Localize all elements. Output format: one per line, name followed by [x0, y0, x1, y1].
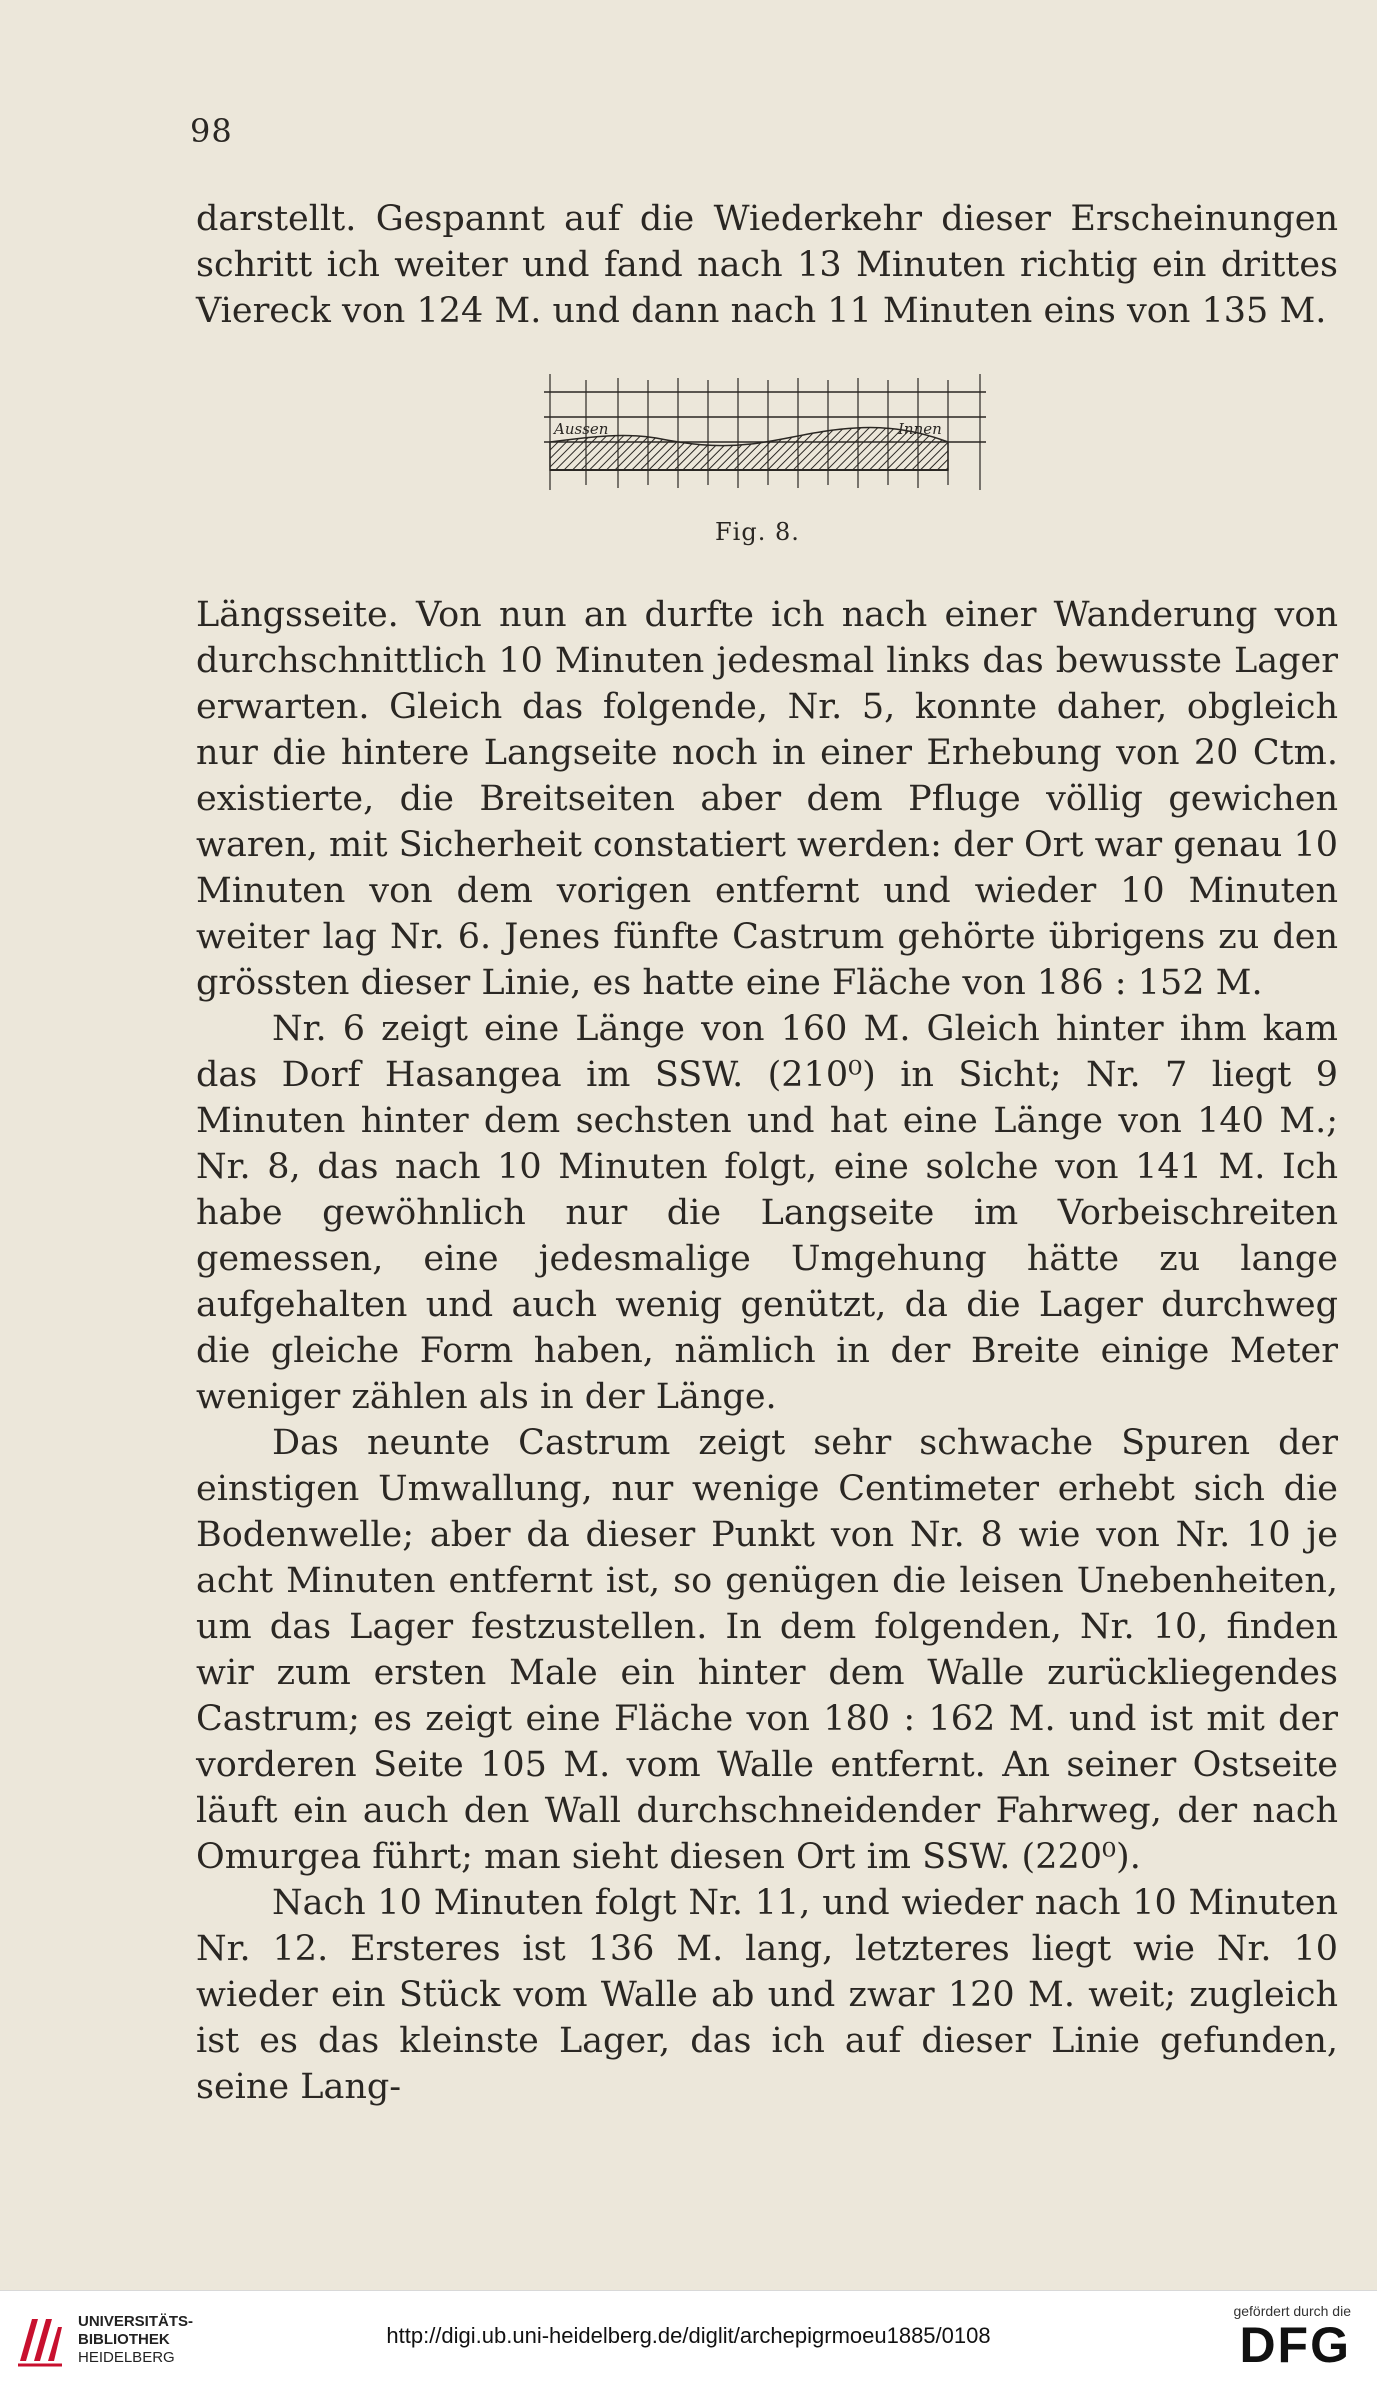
- paragraph: Längsseite. Von nun an durfte ich nach einer Wanderung von durchschnittlich 10 Minuten jedesmal links das bewusste Lager erwarten. Gleich das folgende, Nr. 5, konnte daher, obgleich nur die hintere Langseite noch in einer Erhebung von 20 Ctm. existierte, die Breitseiten aber dem Pfluge völlig gewichen waren, mit Sicherheit constatiert werden: der Ort war genau 10 Minuten von dem vorigen entfernt und wieder 10 Minuten weiter lag Nr. 6. Jenes fünfte Castrum gehörte übrigens zu den grössten dieser Linie, es hatte eine Fläche von 186 : 152 M.: [196, 595, 1339, 1003]
- paragraph: Nach 10 Minuten folgt Nr. 11, und wieder nach 10 Minuten Nr. 12. Ersteres ist 136 M. lang, letzteres liegt wie Nr. 10 wieder ein Stück vom Walle ab und zwar 120 M. weit; zugleich ist es das kleinste Lager, das ich auf dieser Linie gefunden, seine Lang-: [196, 1883, 1338, 2107]
- figure-label-outer: Aussen: [554, 420, 609, 438]
- text-block-top: [196, 196, 1338, 334]
- figure-label-inner: Innen: [898, 420, 942, 438]
- institution-line: BIBLIOTHEK: [78, 2331, 170, 2348]
- earth-profile: [550, 428, 948, 470]
- sponsor-text: gefördert durch die: [1233, 2303, 1351, 2319]
- page-number: 98: [190, 112, 233, 150]
- institution-line: HEIDELBERG: [78, 2349, 175, 2366]
- footer-bar: [0, 2290, 1377, 2386]
- figure-caption: Fig. 8.: [715, 518, 800, 546]
- wall-cross-section-figure: [536, 370, 996, 500]
- sponsor-block: [1211, 2303, 1351, 2371]
- permalink-container: [0, 2323, 1377, 2349]
- paragraph: darstellt. Gespannt auf die Wiederkehr dieser Erscheinungen schritt ich weiter und fand nach 13 Minuten richtig ein drittes Viereck von 124 M. und dann nach 11 Minuten eins von 135 M.: [196, 199, 1338, 331]
- paragraph: Nr. 6 zeigt eine Länge von 160 M. Gleich hinter ihm kam das Dorf Hasangea im SSW. (210⁰) in Sicht; Nr. 7 liegt 9 Minuten hinter dem sechsten und hat eine Länge von 140 M.; Nr. 8, das nach 10 Minuten folgt, eine solche von 141 M. Ich habe gewöhnlich nur die Langseite im Vorbeischreiten gemessen, eine jedesmalige Umgehung hätte zu lange aufgehalten und auch wenig genützt, da die Lager durchweg die gleiche Form haben, nämlich in der Breite einige Meter weniger zählen als in der Länge.: [196, 1009, 1338, 1417]
- institution-line: UNIVERSITÄTS-: [78, 2313, 194, 2330]
- text-block-main: [196, 592, 1338, 2110]
- paragraph: Das neunte Castrum zeigt sehr schwache Spuren der einstigen Umwallung, nur wenige Centimeter erhebt sich die Bodenwelle; aber da dieser Punkt von Nr. 8 wie von Nr. 10 je acht Minuten entfernt ist, so genügen die leisen Unebenheiten, um das Lager festzustellen. In dem folgenden, Nr. 10, finden wir zum ersten Male ein hinter dem Walle zurückliegendes Castrum; es zeigt eine Fläche von 180 : 162 M. und ist mit der vorderen Seite 105 M. vom Walle entfernt. An seiner Ostseite läuft ein auch den Wall durchschneidender Fahrweg, der nach Omurgea führt; man sieht diesen Ort im SSW. (220⁰).: [196, 1423, 1338, 1877]
- dfg-logo-icon: DFG: [1239, 2317, 1351, 2373]
- permalink-url[interactable]: http://digi.ub.uni-heidelberg.de/diglit/archepigrmoeu1885/0108: [386, 2323, 991, 2348]
